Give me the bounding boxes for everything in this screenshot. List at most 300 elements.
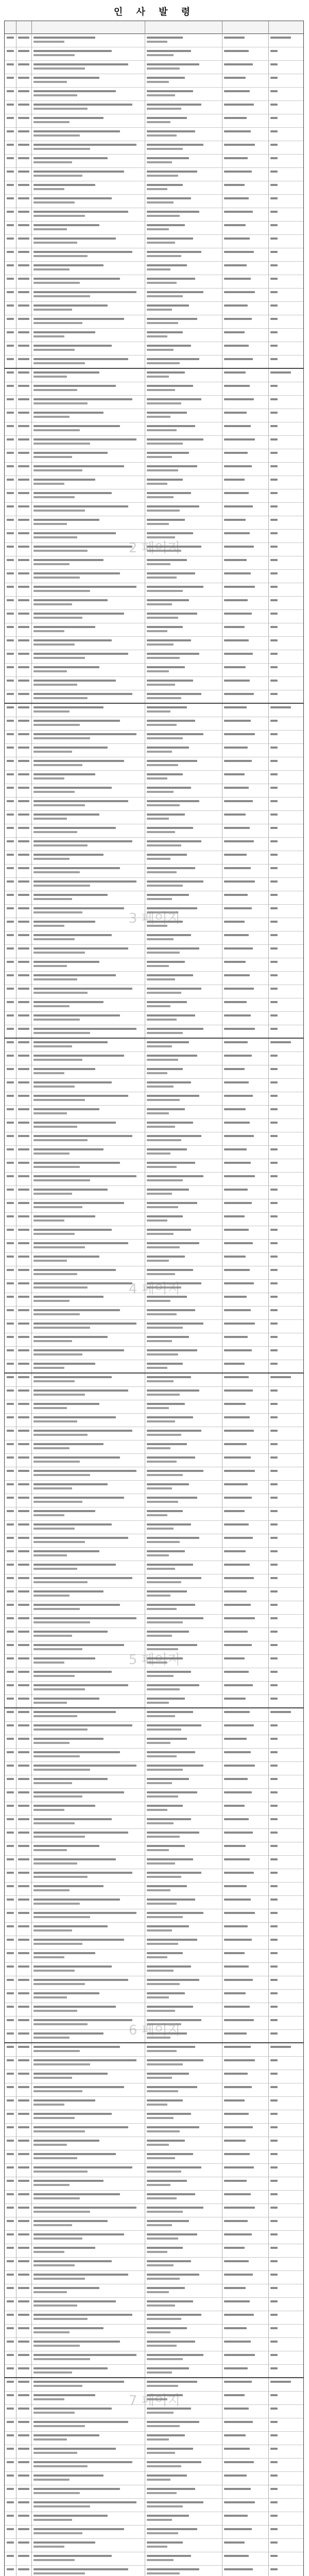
illegible-cell-text	[147, 1095, 199, 1097]
illegible-cell-text	[7, 492, 14, 494]
illegible-cell-text	[147, 304, 189, 307]
illegible-cell-text	[270, 1081, 278, 1083]
table-row	[5, 1694, 303, 1708]
table-row	[5, 194, 303, 208]
header-current-post-column	[145, 21, 222, 33]
column-divider	[31, 87, 32, 100]
illegible-cell-text	[270, 224, 278, 226]
illegible-cell-text	[18, 1229, 29, 1231]
illegible-cell-text	[147, 184, 183, 186]
illegible-cell-text	[18, 2421, 29, 2423]
table-row	[5, 2016, 303, 2030]
illegible-cell-text	[147, 532, 193, 534]
illegible-cell-text	[7, 2501, 14, 2503]
illegible-cell-text	[33, 626, 95, 628]
illegible-cell-text	[147, 1590, 187, 1592]
illegible-cell-text	[147, 2412, 174, 2414]
illegible-cell-text	[147, 626, 183, 628]
illegible-cell-text	[270, 2073, 278, 2075]
table-row	[5, 2485, 303, 2499]
illegible-cell-text	[7, 1122, 14, 1124]
illegible-cell-text	[7, 1389, 14, 1392]
illegible-cell-text	[224, 2475, 247, 2477]
illegible-cell-text	[33, 1590, 104, 1592]
illegible-cell-text	[270, 666, 278, 668]
column-divider	[31, 194, 32, 208]
column-divider	[268, 2177, 269, 2190]
illegible-cell-text	[147, 1487, 172, 1489]
illegible-cell-text	[270, 1269, 278, 1271]
illegible-cell-text	[33, 1353, 82, 1355]
illegible-cell-text	[33, 188, 64, 190]
column-divider	[268, 1360, 269, 1373]
column-divider	[268, 1909, 269, 1922]
illegible-cell-text	[33, 443, 90, 445]
illegible-cell-text	[33, 804, 85, 806]
column-divider	[31, 2471, 32, 2485]
illegible-cell-text	[33, 2559, 75, 2561]
illegible-cell-text	[18, 1376, 29, 1378]
illegible-cell-text	[33, 550, 88, 552]
column-divider	[268, 2378, 269, 2391]
illegible-cell-text	[147, 77, 185, 79]
illegible-cell-text	[7, 1899, 14, 1901]
illegible-cell-text	[18, 1523, 29, 1526]
table-row	[5, 342, 303, 355]
table-row	[5, 2512, 303, 2526]
illegible-cell-text	[7, 934, 14, 936]
column-divider	[268, 1962, 269, 1976]
illegible-cell-text	[224, 867, 251, 869]
illegible-cell-text	[33, 2278, 85, 2280]
illegible-cell-text	[147, 2260, 191, 2262]
column-divider	[31, 2230, 32, 2244]
table-row	[5, 904, 303, 918]
column-divider	[268, 2471, 269, 2485]
illegible-cell-text	[224, 1738, 247, 1740]
table-row	[5, 1708, 303, 1722]
column-divider	[31, 1976, 32, 1989]
column-divider	[31, 2043, 32, 2056]
illegible-cell-text	[7, 2541, 14, 2544]
illegible-cell-text	[7, 532, 14, 534]
illegible-cell-text	[7, 2434, 14, 2436]
illegible-cell-text	[7, 2488, 14, 2490]
illegible-cell-text	[147, 2157, 175, 2159]
illegible-cell-text	[33, 532, 116, 534]
illegible-cell-text	[33, 2358, 90, 2360]
illegible-cell-text	[147, 2532, 178, 2534]
illegible-cell-text	[7, 1296, 14, 1298]
illegible-cell-text	[224, 1791, 252, 1793]
illegible-cell-text	[18, 1135, 29, 1137]
illegible-cell-text	[224, 1028, 255, 1030]
illegible-cell-text	[33, 1260, 67, 1262]
illegible-cell-text	[147, 1778, 189, 1780]
illegible-cell-text	[270, 1617, 278, 1619]
table-row	[5, 315, 303, 329]
illegible-cell-text	[147, 402, 181, 404]
illegible-cell-text	[18, 2153, 29, 2155]
illegible-cell-text	[224, 760, 252, 762]
illegible-cell-text	[33, 1912, 136, 1914]
illegible-cell-text	[147, 1416, 193, 1418]
illegible-cell-text	[147, 2006, 193, 2008]
illegible-cell-text	[7, 144, 14, 146]
illegible-cell-text	[147, 2264, 174, 2266]
illegible-cell-text	[18, 1309, 29, 1311]
illegible-cell-text	[147, 2304, 175, 2307]
illegible-cell-text	[147, 871, 177, 873]
column-divider	[268, 1828, 269, 1842]
illegible-cell-text	[7, 171, 14, 173]
illegible-cell-text	[147, 1282, 201, 1284]
illegible-cell-text	[18, 2193, 29, 2195]
column-divider	[31, 1293, 32, 1306]
illegible-cell-text	[33, 1367, 64, 1369]
illegible-cell-text	[33, 1782, 72, 1784]
illegible-cell-text	[270, 1657, 278, 1659]
illegible-cell-text	[7, 452, 14, 454]
table-row	[5, 2070, 303, 2083]
illegible-cell-text	[33, 2063, 90, 2065]
illegible-cell-text	[270, 559, 278, 561]
illegible-cell-text	[147, 1876, 181, 1878]
illegible-cell-text	[33, 2354, 136, 2356]
illegible-cell-text	[147, 2515, 189, 2517]
illegible-cell-text	[147, 2559, 174, 2561]
column-divider	[31, 1895, 32, 1909]
illegible-cell-text	[33, 1497, 124, 1499]
column-divider	[31, 288, 32, 301]
illegible-cell-text	[147, 934, 191, 936]
illegible-cell-text	[224, 1965, 249, 1968]
illegible-cell-text	[147, 2207, 203, 2209]
column-divider	[268, 328, 269, 342]
column-divider	[268, 2311, 269, 2324]
illegible-cell-text	[33, 2247, 95, 2249]
illegible-cell-text	[224, 157, 248, 159]
illegible-cell-text	[147, 1943, 178, 1945]
illegible-cell-text	[33, 2073, 108, 2075]
illegible-cell-text	[147, 1139, 181, 1141]
illegible-cell-text	[18, 733, 29, 735]
illegible-cell-text	[147, 1447, 170, 1449]
illegible-cell-text	[7, 1885, 14, 1887]
table-row	[5, 636, 303, 650]
illegible-cell-text	[270, 1162, 278, 1164]
column-divider	[31, 2364, 32, 2378]
illegible-cell-text	[147, 947, 199, 950]
illegible-cell-text	[224, 104, 254, 106]
illegible-cell-text	[33, 335, 64, 337]
table-row	[5, 676, 303, 690]
illegible-cell-text	[224, 2367, 248, 2369]
illegible-cell-text	[270, 1965, 278, 1968]
illegible-cell-text	[270, 1832, 278, 1834]
illegible-cell-text	[224, 1162, 251, 1164]
illegible-cell-text	[33, 680, 116, 682]
illegible-cell-text	[147, 2086, 197, 2088]
column-divider	[31, 931, 32, 944]
illegible-cell-text	[7, 1604, 14, 1606]
illegible-cell-text	[147, 2572, 180, 2574]
illegible-cell-text	[7, 1068, 14, 1070]
illegible-cell-text	[224, 639, 249, 641]
illegible-cell-text	[224, 559, 247, 561]
illegible-cell-text	[33, 1876, 88, 1878]
column-divider	[31, 1815, 32, 1828]
illegible-cell-text	[270, 1215, 278, 1217]
illegible-cell-text	[147, 171, 197, 173]
illegible-cell-text	[147, 760, 197, 762]
illegible-cell-text	[18, 211, 29, 213]
illegible-cell-text	[7, 1403, 14, 1405]
illegible-cell-text	[18, 1336, 29, 1338]
table-row	[5, 1909, 303, 1923]
illegible-cell-text	[147, 858, 170, 860]
illegible-cell-text	[147, 2046, 195, 2048]
illegible-cell-text	[147, 496, 174, 498]
illegible-cell-text	[270, 2166, 278, 2168]
illegible-cell-text	[33, 41, 64, 43]
illegible-cell-text	[18, 90, 29, 92]
illegible-cell-text	[147, 1550, 185, 1552]
illegible-cell-text	[224, 2314, 254, 2316]
illegible-cell-text	[147, 898, 172, 900]
illegible-cell-text	[33, 1805, 95, 1807]
column-divider	[268, 1266, 269, 1279]
illegible-cell-text	[7, 1189, 14, 1191]
illegible-cell-text	[33, 854, 104, 856]
illegible-cell-text	[147, 1497, 197, 1499]
illegible-cell-text	[33, 603, 72, 605]
illegible-cell-text	[224, 680, 250, 682]
illegible-cell-text	[33, 1715, 77, 1717]
illegible-cell-text	[224, 1952, 245, 1954]
column-divider	[31, 395, 32, 409]
illegible-cell-text	[270, 1738, 278, 1740]
illegible-cell-text	[147, 1970, 174, 1972]
illegible-cell-text	[18, 988, 29, 990]
illegible-cell-text	[7, 318, 14, 320]
illegible-cell-text	[33, 1246, 85, 1248]
illegible-cell-text	[147, 1005, 170, 1007]
illegible-cell-text	[33, 1929, 72, 1931]
column-divider	[31, 1440, 32, 1453]
column-divider	[268, 1936, 269, 1949]
illegible-cell-text	[7, 1055, 14, 1057]
illegible-cell-text	[147, 2233, 197, 2235]
illegible-cell-text	[147, 1912, 203, 1914]
column-divider	[268, 409, 269, 422]
column-divider	[268, 1319, 269, 1333]
illegible-cell-text	[224, 304, 248, 307]
illegible-cell-text	[18, 358, 29, 360]
illegible-cell-text	[18, 1644, 29, 1646]
illegible-cell-text	[147, 1671, 191, 1673]
column-divider	[268, 234, 269, 248]
column-divider	[31, 328, 32, 342]
illegible-cell-text	[7, 2046, 14, 2048]
illegible-cell-text	[18, 77, 29, 79]
illegible-cell-text	[33, 831, 77, 833]
illegible-cell-text	[147, 1657, 183, 1659]
illegible-cell-text	[33, 1979, 128, 1981]
illegible-cell-text	[147, 465, 197, 467]
illegible-cell-text	[270, 1336, 278, 1338]
column-divider	[268, 2284, 269, 2297]
illegible-cell-text	[147, 2117, 174, 2119]
column-divider	[31, 261, 32, 275]
illegible-cell-text	[270, 1684, 278, 1686]
illegible-cell-text	[270, 653, 278, 655]
column-divider	[268, 1413, 269, 1427]
illegible-cell-text	[33, 505, 128, 507]
illegible-cell-text	[147, 1979, 199, 1981]
table-row	[5, 2003, 303, 2016]
illegible-cell-text	[33, 1769, 90, 1771]
illegible-cell-text	[147, 398, 201, 400]
column-divider	[268, 1601, 269, 1614]
table-row	[5, 891, 303, 905]
illegible-cell-text	[33, 1189, 108, 1191]
illegible-cell-text	[18, 1081, 29, 1083]
table-row	[5, 1467, 303, 1481]
illegible-cell-text	[224, 1014, 251, 1016]
column-divider	[268, 1467, 269, 1480]
illegible-cell-text	[270, 720, 278, 722]
illegible-cell-text	[18, 2461, 29, 2463]
illegible-cell-text	[147, 1755, 177, 1757]
illegible-cell-text	[270, 304, 278, 307]
column-divider	[31, 342, 32, 355]
illegible-cell-text	[7, 827, 14, 829]
illegible-cell-text	[147, 867, 195, 869]
illegible-cell-text	[7, 894, 14, 896]
illegible-cell-text	[147, 479, 183, 481]
illegible-cell-text	[147, 1925, 189, 1927]
illegible-cell-text	[7, 2555, 14, 2557]
illegible-cell-text	[224, 733, 255, 735]
header-appointment-column	[31, 21, 145, 33]
illegible-cell-text	[18, 1751, 29, 1753]
illegible-cell-text	[147, 1617, 203, 1619]
illegible-cell-text	[224, 144, 255, 146]
illegible-cell-text	[7, 961, 14, 963]
illegible-cell-text	[224, 1577, 254, 1579]
illegible-cell-text	[270, 2314, 278, 2316]
illegible-cell-text	[33, 2144, 67, 2146]
illegible-cell-text	[7, 2381, 14, 2383]
illegible-cell-text	[147, 720, 195, 722]
column-divider	[31, 154, 32, 167]
illegible-cell-text	[270, 2153, 278, 2155]
illegible-cell-text	[147, 1148, 187, 1150]
column-divider	[268, 1574, 269, 1587]
illegible-cell-text	[7, 63, 14, 65]
illegible-cell-text	[224, 988, 254, 990]
illegible-cell-text	[33, 1014, 120, 1016]
illegible-cell-text	[18, 2394, 29, 2396]
column-divider	[31, 543, 32, 556]
table-row	[5, 1065, 303, 1079]
illegible-cell-text	[33, 2059, 136, 2061]
page-number-watermark: 5 페이지	[128, 1652, 181, 1668]
illegible-cell-text	[224, 1925, 248, 1927]
illegible-cell-text	[147, 1992, 185, 1994]
illegible-cell-text	[147, 2073, 189, 2075]
illegible-cell-text	[147, 1045, 172, 1047]
illegible-cell-text	[147, 1260, 169, 1262]
page-number-watermark: 2 페이지	[128, 540, 181, 556]
table-row	[5, 248, 303, 262]
illegible-cell-text	[18, 251, 29, 253]
illegible-cell-text	[224, 653, 253, 655]
illegible-cell-text	[147, 2153, 193, 2155]
illegible-cell-text	[33, 161, 72, 163]
illegible-cell-text	[7, 2260, 14, 2262]
illegible-cell-text	[147, 238, 193, 240]
illegible-cell-text	[224, 1818, 249, 1820]
illegible-cell-text	[18, 653, 29, 655]
illegible-cell-text	[18, 1925, 29, 1927]
column-divider	[268, 2418, 269, 2431]
illegible-cell-text	[147, 1564, 193, 1566]
illegible-cell-text	[33, 1872, 132, 1874]
illegible-cell-text	[7, 1778, 14, 1780]
illegible-cell-text	[7, 626, 14, 628]
illegible-cell-text	[147, 2394, 183, 2396]
column-divider	[268, 449, 269, 462]
illegible-cell-text	[147, 751, 172, 753]
illegible-cell-text	[18, 2233, 29, 2235]
illegible-cell-text	[147, 2050, 177, 2052]
illegible-cell-text	[224, 1724, 254, 1726]
illegible-cell-text	[147, 264, 187, 266]
illegible-cell-text	[147, 1059, 178, 1061]
illegible-cell-text	[18, 1148, 29, 1150]
table-row	[5, 1480, 303, 1494]
table-row	[5, 1989, 303, 2003]
illegible-cell-text	[33, 894, 108, 896]
illegible-cell-text	[224, 2032, 247, 2035]
illegible-cell-text	[33, 710, 70, 713]
illegible-cell-text	[33, 452, 108, 454]
illegible-cell-text	[7, 2274, 14, 2276]
illegible-cell-text	[33, 1889, 70, 1891]
illegible-cell-text	[7, 2568, 14, 2570]
table-row	[5, 2123, 303, 2137]
column-divider	[268, 797, 269, 810]
illegible-cell-text	[224, 747, 248, 749]
illegible-cell-text	[147, 2238, 178, 2240]
illegible-cell-text	[224, 2408, 249, 2410]
column-divider	[31, 1319, 32, 1333]
column-divider	[268, 1333, 269, 1346]
illegible-cell-text	[147, 50, 191, 52]
illegible-cell-text	[270, 264, 278, 266]
illegible-cell-text	[33, 1456, 120, 1459]
table-row	[5, 2337, 303, 2351]
illegible-cell-text	[33, 563, 70, 565]
illegible-cell-text	[270, 880, 278, 883]
illegible-cell-text	[147, 2519, 172, 2521]
illegible-cell-text	[33, 720, 120, 722]
column-divider	[31, 1989, 32, 2003]
illegible-cell-text	[18, 1510, 29, 1512]
column-divider	[268, 1561, 269, 1574]
